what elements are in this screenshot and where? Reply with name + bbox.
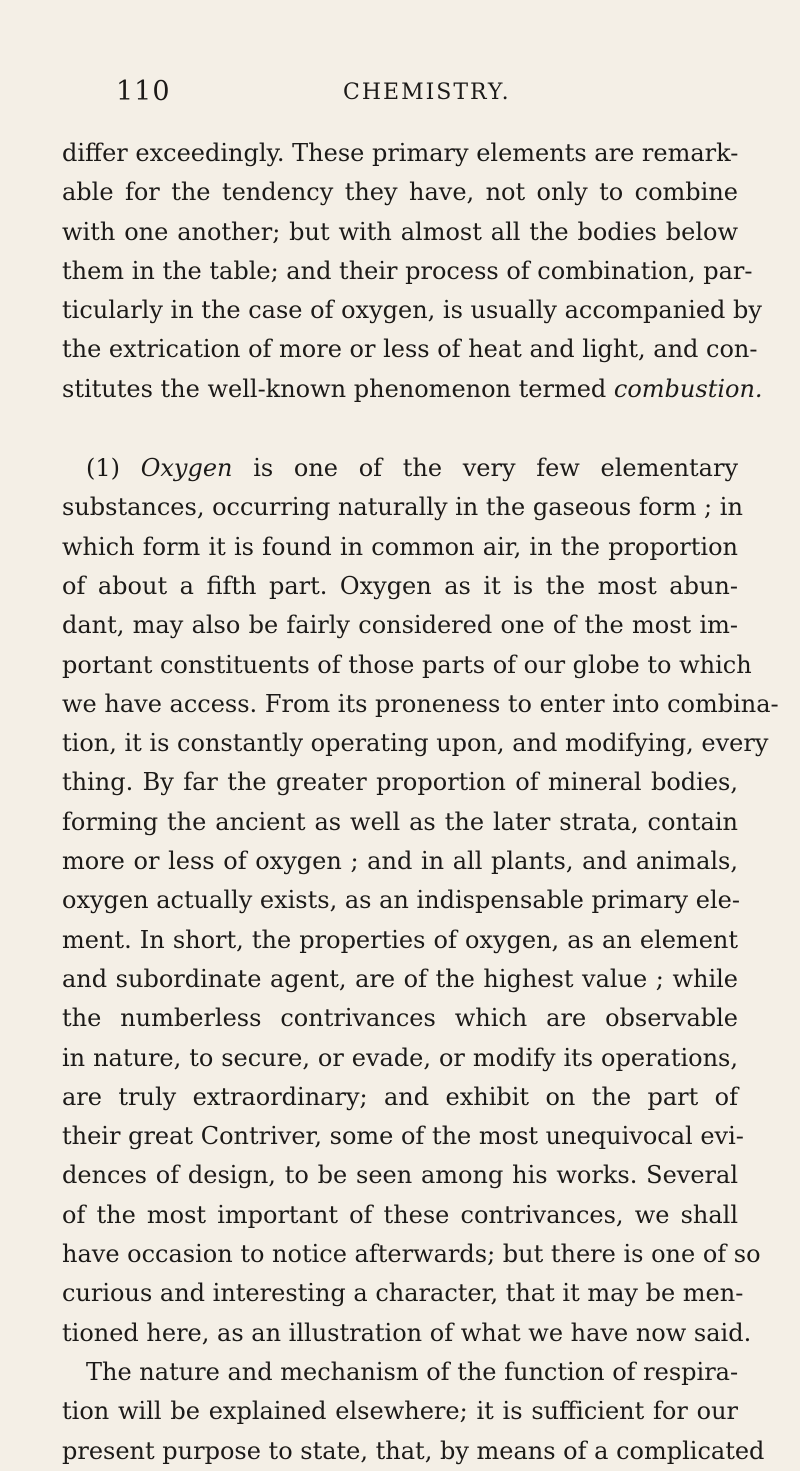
text-line: able for the tendency they have, not only to combine <box>62 178 738 207</box>
text-line: thing. By far the greater proportion of mineral bodies, <box>62 768 738 797</box>
text-line: in nature, to secure, or evade, or modify its operations, <box>62 1043 738 1072</box>
text-line: differ exceedingly. These primary elements are remark- <box>62 139 739 167</box>
paragraph-3 <box>62 1353 765 1471</box>
text-line: portant constituents of those parts of our globe to which <box>62 650 752 679</box>
body-text <box>62 134 779 1471</box>
page-number: 110 <box>116 76 171 107</box>
italic-term-oxygen: Oxygen <box>140 454 233 483</box>
text-line: are truly extraordinary; and exhibit on the part of <box>62 1082 738 1111</box>
paragraph-1 <box>62 134 763 409</box>
text-line: present purpose to state, that, by means of a complicated <box>62 1436 765 1465</box>
text-line: the numberless contrivances which are observable <box>62 1004 738 1033</box>
text-line <box>62 370 763 409</box>
text-line <box>62 449 738 488</box>
text-line: which form it is found in common air, in the proportion <box>62 532 738 561</box>
text-line: we have access. From its proneness to enter into combina- <box>62 689 779 718</box>
text-line: tion, it is constantly operating upon, and modifying, every <box>62 729 769 758</box>
section-number: (1) <box>86 454 141 483</box>
paragraph-2 <box>62 449 779 1353</box>
text-line: ment. In short, the properties of oxygen, as an element <box>62 925 738 954</box>
page-header <box>0 76 800 116</box>
text-line: tioned here, as an illustration of what we have now said. <box>62 1318 752 1347</box>
italic-term-combustion: combustion. <box>613 374 763 403</box>
text-line: ticularly in the case of oxygen, is usually accompanied by <box>62 296 762 325</box>
text-line: more or less of oxygen ; and in all plants, and animals, <box>62 847 738 876</box>
text-line: have occasion to notice afterwards; but there is one of so <box>62 1240 761 1269</box>
text-line: The nature and mechanism of the function of respira- <box>86 1357 739 1386</box>
text-line: oxygen actually exists, as an indispensable primary ele- <box>62 886 740 915</box>
text-line: substances, occurring naturally in the gaseous form ; in <box>62 493 743 522</box>
text-line: them in the table; and their process of combination, par- <box>62 256 753 285</box>
text-line: and subordinate agent, are of the highest value ; while <box>62 964 738 993</box>
text-line: forming the ancient as well as the later strata, contain <box>62 807 738 836</box>
text-line: of the most important of these contrivances, we shall <box>62 1200 738 1229</box>
text-line: tion will be explained elsewhere; it is sufficient for our <box>62 1397 738 1426</box>
text-span: stitutes the well-known phenomenon termed <box>62 374 614 403</box>
paragraph-gap <box>62 409 738 449</box>
text-line: dences of design, to be seen among his works. Several <box>62 1161 738 1190</box>
text-line: with one another; but with almost all the bodies below <box>62 217 738 246</box>
text-line: their great Contriver, some of the most unequivocal evi- <box>62 1122 744 1151</box>
text-line: dant, may also be fairly considered one of the most im- <box>62 611 738 640</box>
text-line: the extrication of more or less of heat and light, and con- <box>62 335 758 364</box>
running-title: CHEMISTRY. <box>343 80 511 105</box>
text-line: curious and interesting a character, that it may be men- <box>62 1279 744 1308</box>
text-line: of about a fifth part. Oxygen as it is the most abun- <box>62 571 738 600</box>
text-span: is one of the very few elementary <box>232 454 739 483</box>
